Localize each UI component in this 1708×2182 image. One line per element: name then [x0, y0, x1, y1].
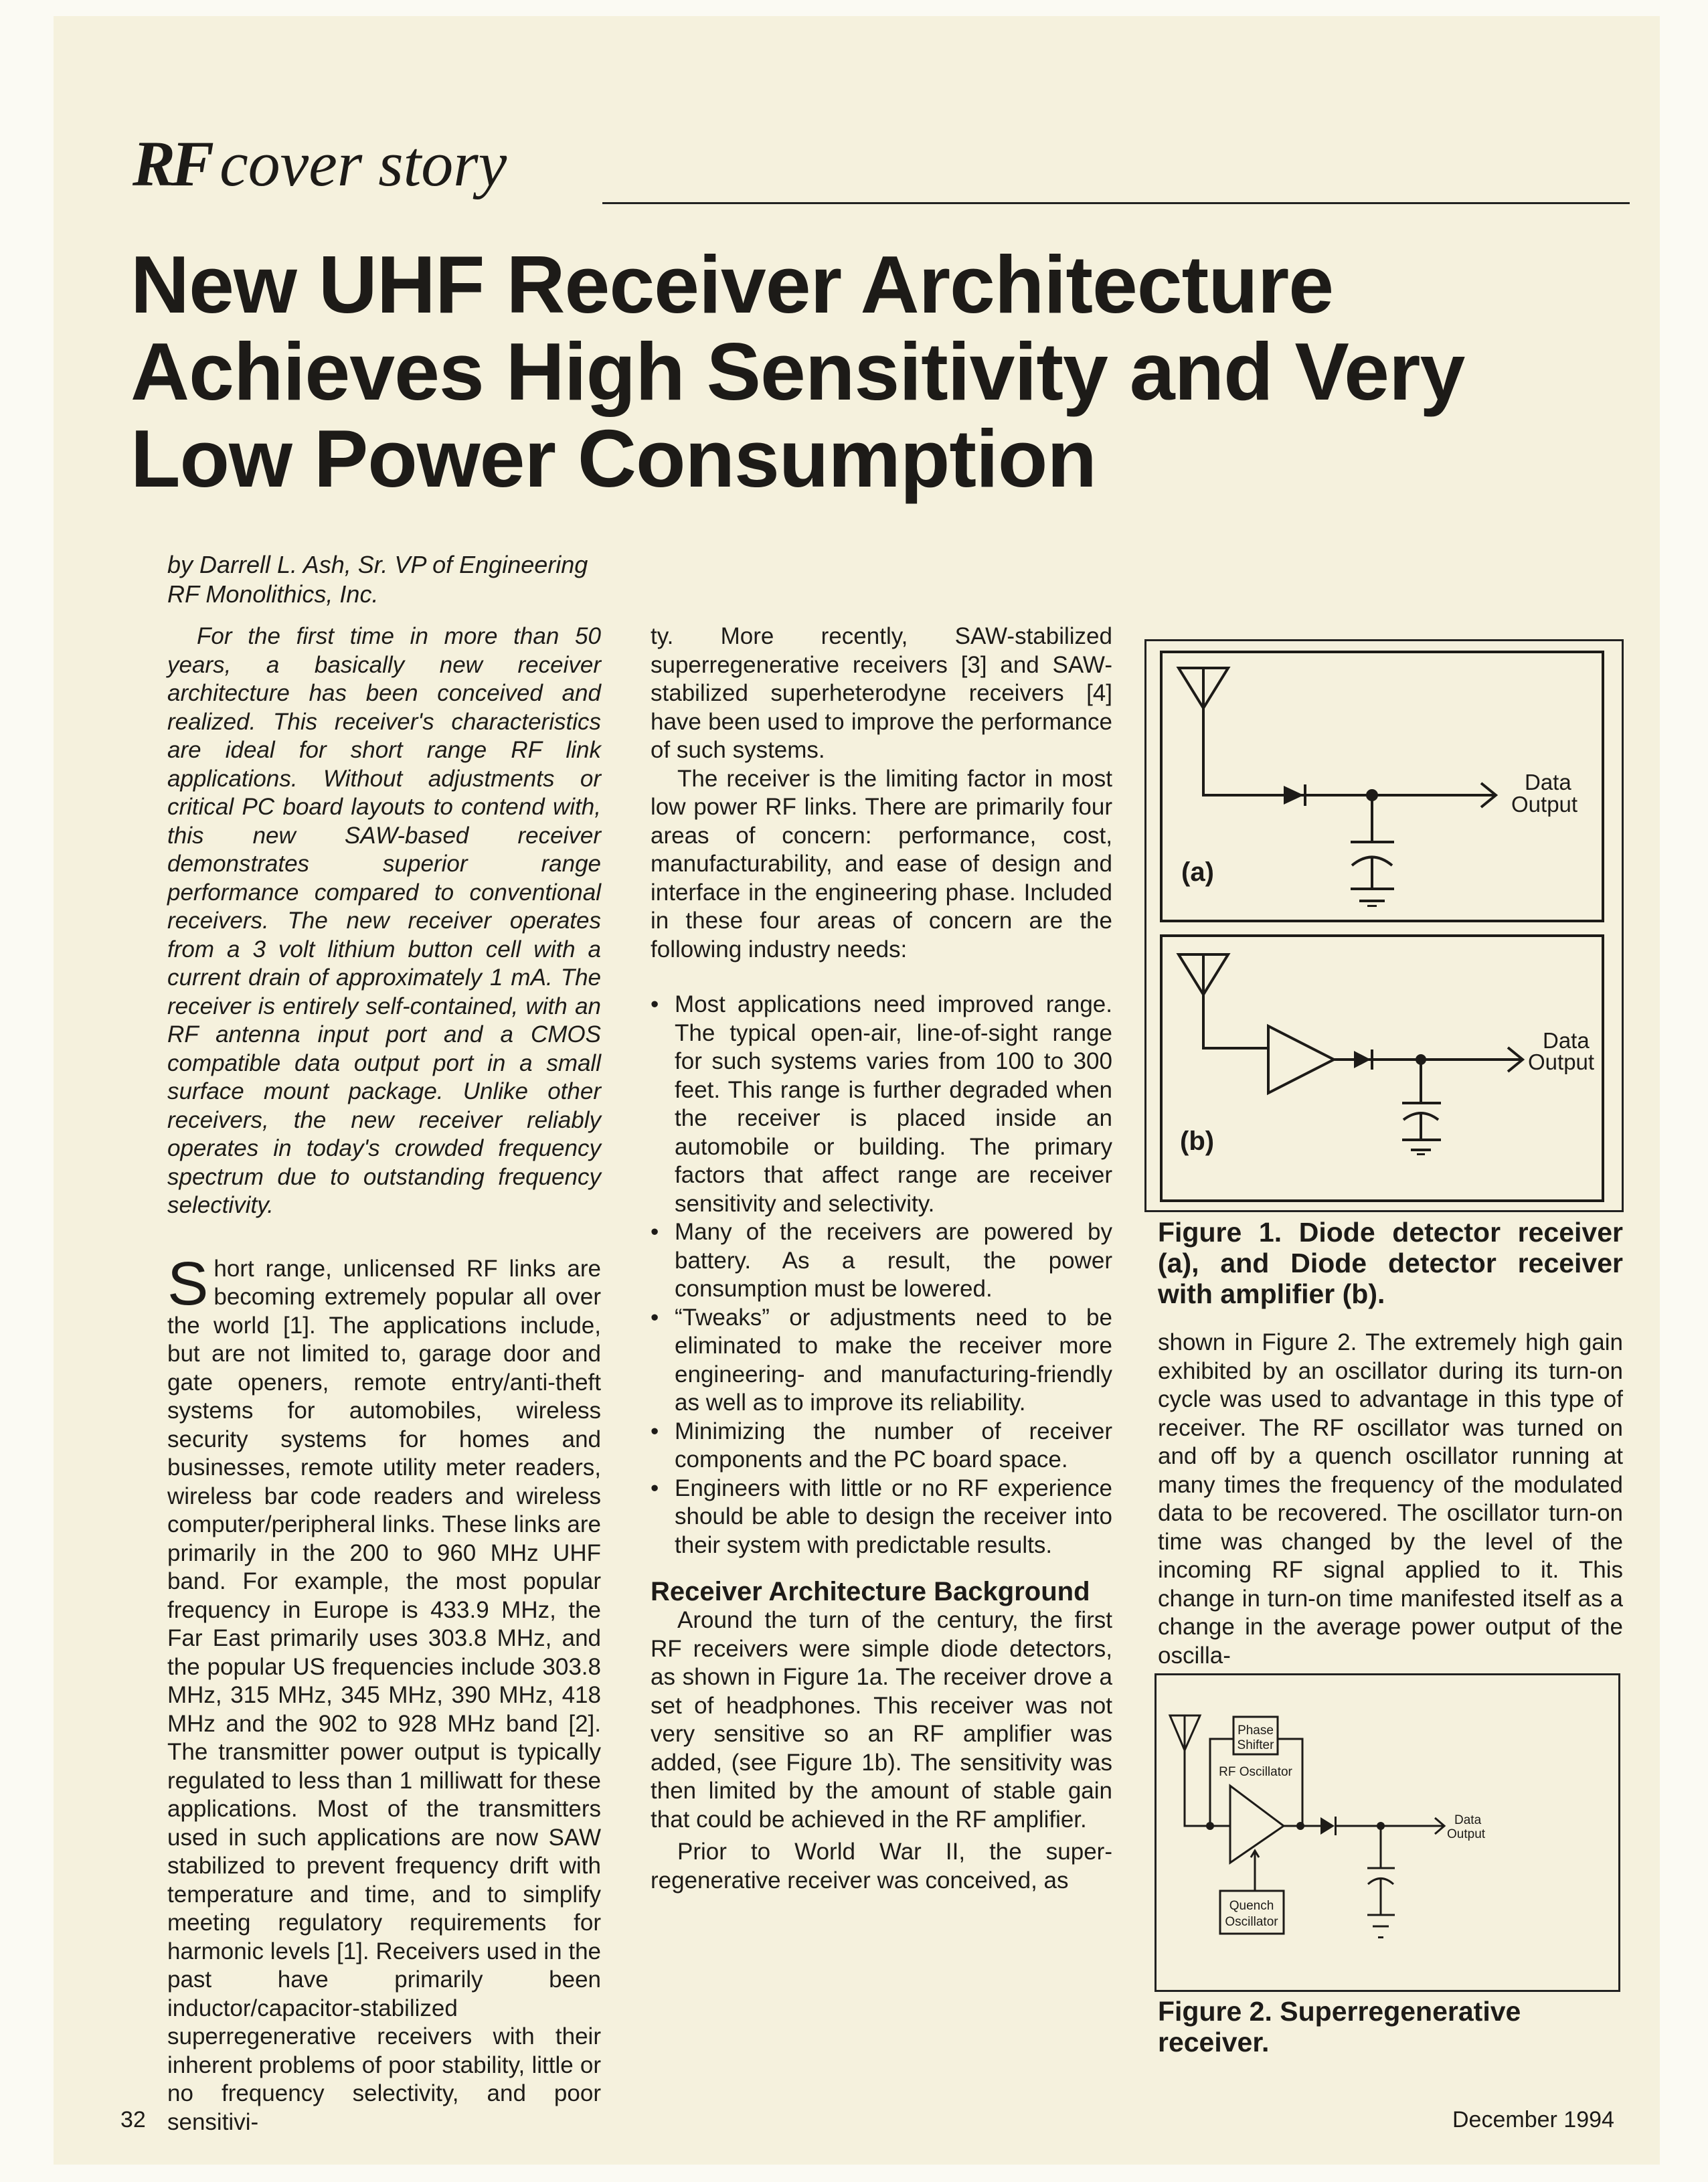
figure-1 — [1144, 639, 1624, 1212]
figure-1-caption: Figure 1. Diode detector receiver (a), and Diode detector receiver with amplifier (b). — [1158, 1217, 1623, 1309]
section-header — [133, 127, 507, 201]
data-output-label: Data — [1543, 1028, 1590, 1053]
issue-date: December 1994 — [1452, 2107, 1614, 2132]
body-paragraph: Prior to World War II, the super-regenerative receiver was conceived, as — [651, 1839, 1112, 1894]
author: by Darrell L. Ash, Sr. VP of Engineering — [167, 551, 588, 578]
needs-list — [651, 991, 1112, 1560]
figure-1-diagram — [1146, 641, 1622, 1210]
body-paragraph — [167, 1249, 601, 2137]
figure-2-caption: Figure 2. Superregenerative receiver. — [1158, 1996, 1521, 2058]
column-2 — [651, 622, 1112, 1895]
column-1 — [167, 622, 601, 2136]
quench-oscillator-label: Oscillator — [1225, 1915, 1278, 1929]
rf-logo: RF — [133, 128, 211, 199]
data-output-label: Data — [1454, 1813, 1482, 1827]
figure-2-diagram — [1157, 1675, 1618, 1990]
article-title: New UHF Receiver Architecture Achieves High Sensitivity and Very Low Power Consumption — [131, 239, 1465, 504]
column-3 — [1158, 1329, 1623, 1670]
body-paragraph: ty. More recently, SAW-stabilized superregenerative receivers [3] and SAW-stabilized superheterodyne receivers [4] have been used to improve the performance of such systems. — [651, 623, 1112, 763]
header-rule — [602, 202, 1630, 204]
byline — [167, 550, 588, 609]
panel-a-label: (a) — [1181, 857, 1214, 887]
list-item: • “Tweaks” or adjustments need to be eliminated to make the receiver more engineering- and manufacturing-friendly as well as to improve its reliability. — [651, 1304, 1112, 1418]
abstract: For the first time in more than 50 years, a basically new receiver architecture has been conceived and realized. This receiver's characteristics are ideal for short range RF link applications. Without adjustments or critical PC board layouts to contend with, this new SAW-based receiver demonstrates superior range performance compared to conventional receivers. The new receiver operates from a 3 volt lithium button cell with a current drain of approximately 1 mA. The receiver is entirely self-contained, with an RF antenna input port and a CMOS compatible data output port in a small surface mount package. Unlike other receivers, the new receiver reliably operates in today's crowded frequency spectrum due to outstanding frequency selectivity. — [167, 623, 601, 1218]
paragraph-text: hort range, unlicensed RF links are becoming extremely popular all over the world [1]. The applications include, but are not limited to, garage door and gate openers, remote entry/anti-theft systems for automobiles, wireless security systems for homes and businesses, remote utility meter readers, wireless bar code readers and wireless computer/peripheral links. These links are primarily in the 200 to 960 MHz UHF band. For example, the most popular frequency in Europe is 433.9 MHz, the Far East primarily uses 303.8 MHz, and the popular US frequencies include 303.8 MHz, 315 MHz, 345 MHz, 390 MHz, 418 MHz and the 902 to 928 MHz band [2]. The transmitter power output is typically regulated to less than 1 milliwatt for these applications. Most of the transmitters used in such applications are now SAW stabilized to prevent frequency drift with temperature and time, and to simplify meeting regulatory requirements for harmonic levels [1]. Receivers used in the past have primarily been inductor/capacitor-stabilized superregenerative receivers with their inherent problems of poor stability, little or no frequency selectivity, and poor sensitivi- — [167, 1255, 601, 2135]
data-output-label: Output — [1511, 792, 1578, 817]
data-output-label: Data — [1525, 770, 1571, 794]
section-label: cover story — [220, 128, 507, 199]
body-paragraph: Around the turn of the century, the first RF receivers were simple diode detectors, as shown in Figure 1a. The receiver drove a set of headphones. This receiver was not very sensitive so an RF amplifier was added, (see Figure 1b). The sensitivity was then limited by the amount of stable gain that could be achieved in the RF amplifier. — [651, 1607, 1112, 1833]
list-item: • Engineers with little or no RF experience should be able to design the receiver into their system with predictable results. — [651, 1475, 1112, 1560]
phase-shifter-label: Phase — [1237, 1724, 1274, 1738]
section-heading: Receiver Architecture Background — [651, 1577, 1090, 1606]
phase-shifter-label: Shifter — [1237, 1738, 1274, 1752]
quench-oscillator-label: Quench — [1229, 1899, 1274, 1913]
body-paragraph: The receiver is the limiting factor in most low power RF links. There are primarily four areas of concern: performance, cost, manufacturability, and ease of design and interface in the engineering phase. Included in these four areas of concern are the following industry needs: — [651, 765, 1112, 962]
list-item: • Most applications need improved range. The typical open-air, line-of-sight range for such systems varies from 100 to 300 feet. This range is further degraded when the receiver is placed inside an automobile or building. The primary factors that affect range are receiver sensitivity and selectivity. — [651, 991, 1112, 1218]
affiliation: RF Monolithics, Inc. — [167, 580, 379, 608]
panel-b-label: (b) — [1180, 1126, 1215, 1156]
list-item: • Many of the receivers are powered by battery. As a result, the power consumption must be lowered. — [651, 1218, 1112, 1304]
body-paragraph: shown in Figure 2. The extremely high gain exhibited by an oscillator during its turn-on cycle was used to advantage in this type of receiver. The RF oscillator was turned on and off by a quench oscillator running at many times the frequency of the modulated data to be recovered. The oscillator turn-on time was changed by the level of the incoming RF signal applied to it. This change in turn-on time manifested itself as a change in the average power output of the oscilla- — [1158, 1329, 1623, 1669]
data-output-label: Output — [1528, 1050, 1595, 1074]
drop-cap: S — [167, 1249, 209, 1318]
figure-2 — [1155, 1673, 1620, 1992]
page-number: 32 — [120, 2107, 146, 2132]
data-output-label: Output — [1447, 1827, 1486, 1841]
list-item: • Minimizing the number of receiver components and the PC board space. — [651, 1418, 1112, 1475]
rf-oscillator-label: RF Oscillator — [1219, 1765, 1292, 1779]
